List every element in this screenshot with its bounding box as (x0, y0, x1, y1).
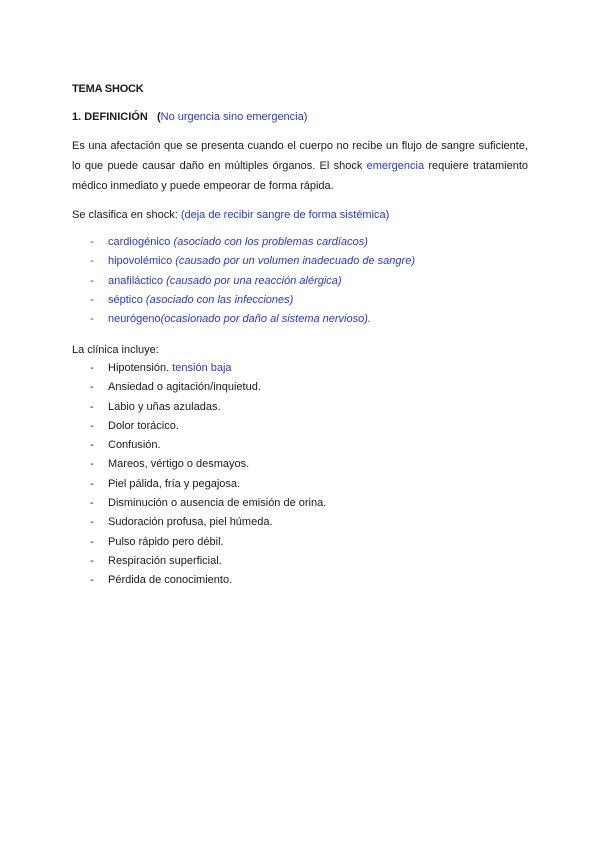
list-marker: - (90, 255, 94, 268)
document-title: TEMA SHOCK (72, 83, 144, 95)
list-item (90, 571, 326, 590)
list-item (90, 436, 326, 455)
list-marker: - (90, 362, 94, 374)
list-item (90, 398, 326, 417)
symptom-text: Respiración superficial. (108, 554, 222, 567)
list-item (90, 533, 326, 552)
intro-line-1: Es una afectación que se presenta cuando el cuerpo no recibe un flujo de sangre suficiente, (72, 140, 528, 152)
intro-line-3: médico inmediato y puede empeorar de forma rápida. (72, 180, 334, 192)
shock-type-desc: (asociado con los problemas cardíacos) (173, 236, 368, 248)
list-marker: - (90, 419, 94, 432)
intro-line-2b: requiere tratamiento (424, 160, 529, 172)
list-marker: - (90, 274, 94, 287)
list-marker: - (90, 293, 94, 306)
list-item (90, 291, 415, 310)
list-item (90, 310, 415, 329)
shock-type-name: séptico (108, 293, 146, 306)
symptom-text: Dolor torácico. (108, 419, 179, 432)
shock-types-list (90, 233, 415, 329)
symptom-text: Labio y uñas azuladas. (108, 400, 221, 413)
symptom-text: Pulso rápido pero débil. (108, 535, 224, 548)
list-item (90, 494, 326, 513)
list-marker: - (90, 574, 94, 587)
list-marker: - (90, 400, 94, 413)
shock-type-name: neurógeno (108, 313, 161, 326)
symptom-text: Pérdida de conocimiento. (108, 574, 233, 587)
symptom-text: Ansiedad o agitación/inquietud. (108, 381, 261, 394)
symptom-text: Piel pálida, fría y pegajosa. (108, 477, 241, 490)
shock-type-name: cardiogénico (108, 236, 174, 248)
list-marker: - (90, 458, 94, 471)
intro-paragraph (72, 136, 528, 196)
list-item (90, 513, 326, 532)
list-marker: - (90, 313, 94, 326)
shock-type-desc: (causado por un volumen inadecuado de sangre) (175, 255, 415, 268)
list-marker: - (90, 516, 94, 529)
list-item (90, 233, 415, 252)
list-item (90, 272, 415, 291)
symptoms-list (90, 359, 326, 591)
list-marker: - (90, 381, 94, 394)
intro-highlight: emergencia (366, 160, 425, 172)
list-marker: - (90, 535, 94, 548)
shock-type-desc: (ocasionado por daño al sistema nervioso). (160, 313, 371, 326)
symptom-text: Hipotensión. (108, 362, 173, 374)
list-item (90, 359, 326, 378)
section-heading (72, 111, 307, 123)
intro-line-2 (72, 156, 528, 176)
classification-note: (deja de recibir sangre de forma sistémica) (180, 209, 390, 221)
symptom-text: Confusión. (108, 439, 161, 452)
list-marker: - (90, 439, 94, 452)
section-open-paren: ( (156, 111, 161, 123)
list-item (90, 252, 415, 271)
symptom-text: Sudoración profusa, piel húmeda. (108, 516, 273, 529)
section-title: 1. DEFINICIÓN (72, 111, 148, 123)
intro-line-2a: lo que puede causar daño en múltiples órganos. El shock (72, 160, 367, 172)
shock-type-name: anafiláctico (108, 274, 167, 287)
list-item (90, 455, 326, 474)
list-item (90, 475, 326, 494)
list-item (90, 417, 326, 436)
list-marker: - (90, 236, 94, 248)
symptom-text: Mareos, vértigo o desmayos. (108, 458, 250, 471)
shock-type-desc: (asociado con las infecciones) (145, 293, 294, 306)
clinica-label: La clínica incluye: (72, 344, 159, 356)
list-marker: - (90, 497, 94, 510)
list-marker: - (90, 477, 94, 490)
list-item (90, 552, 326, 571)
symptom-text: Disminución o ausencia de emisión de orina. (108, 497, 327, 510)
list-item (90, 378, 326, 397)
section-note: No urgencia sino emergencia) (160, 111, 308, 123)
symptom-note: tensión baja (172, 362, 232, 374)
classification-label: Se clasifica en shock: (72, 209, 181, 221)
classification-paragraph (72, 205, 528, 225)
shock-type-desc: (causado por una reacción alérgica) (166, 274, 342, 287)
list-marker: - (90, 554, 94, 567)
shock-type-name: hipovolémico (108, 255, 176, 268)
